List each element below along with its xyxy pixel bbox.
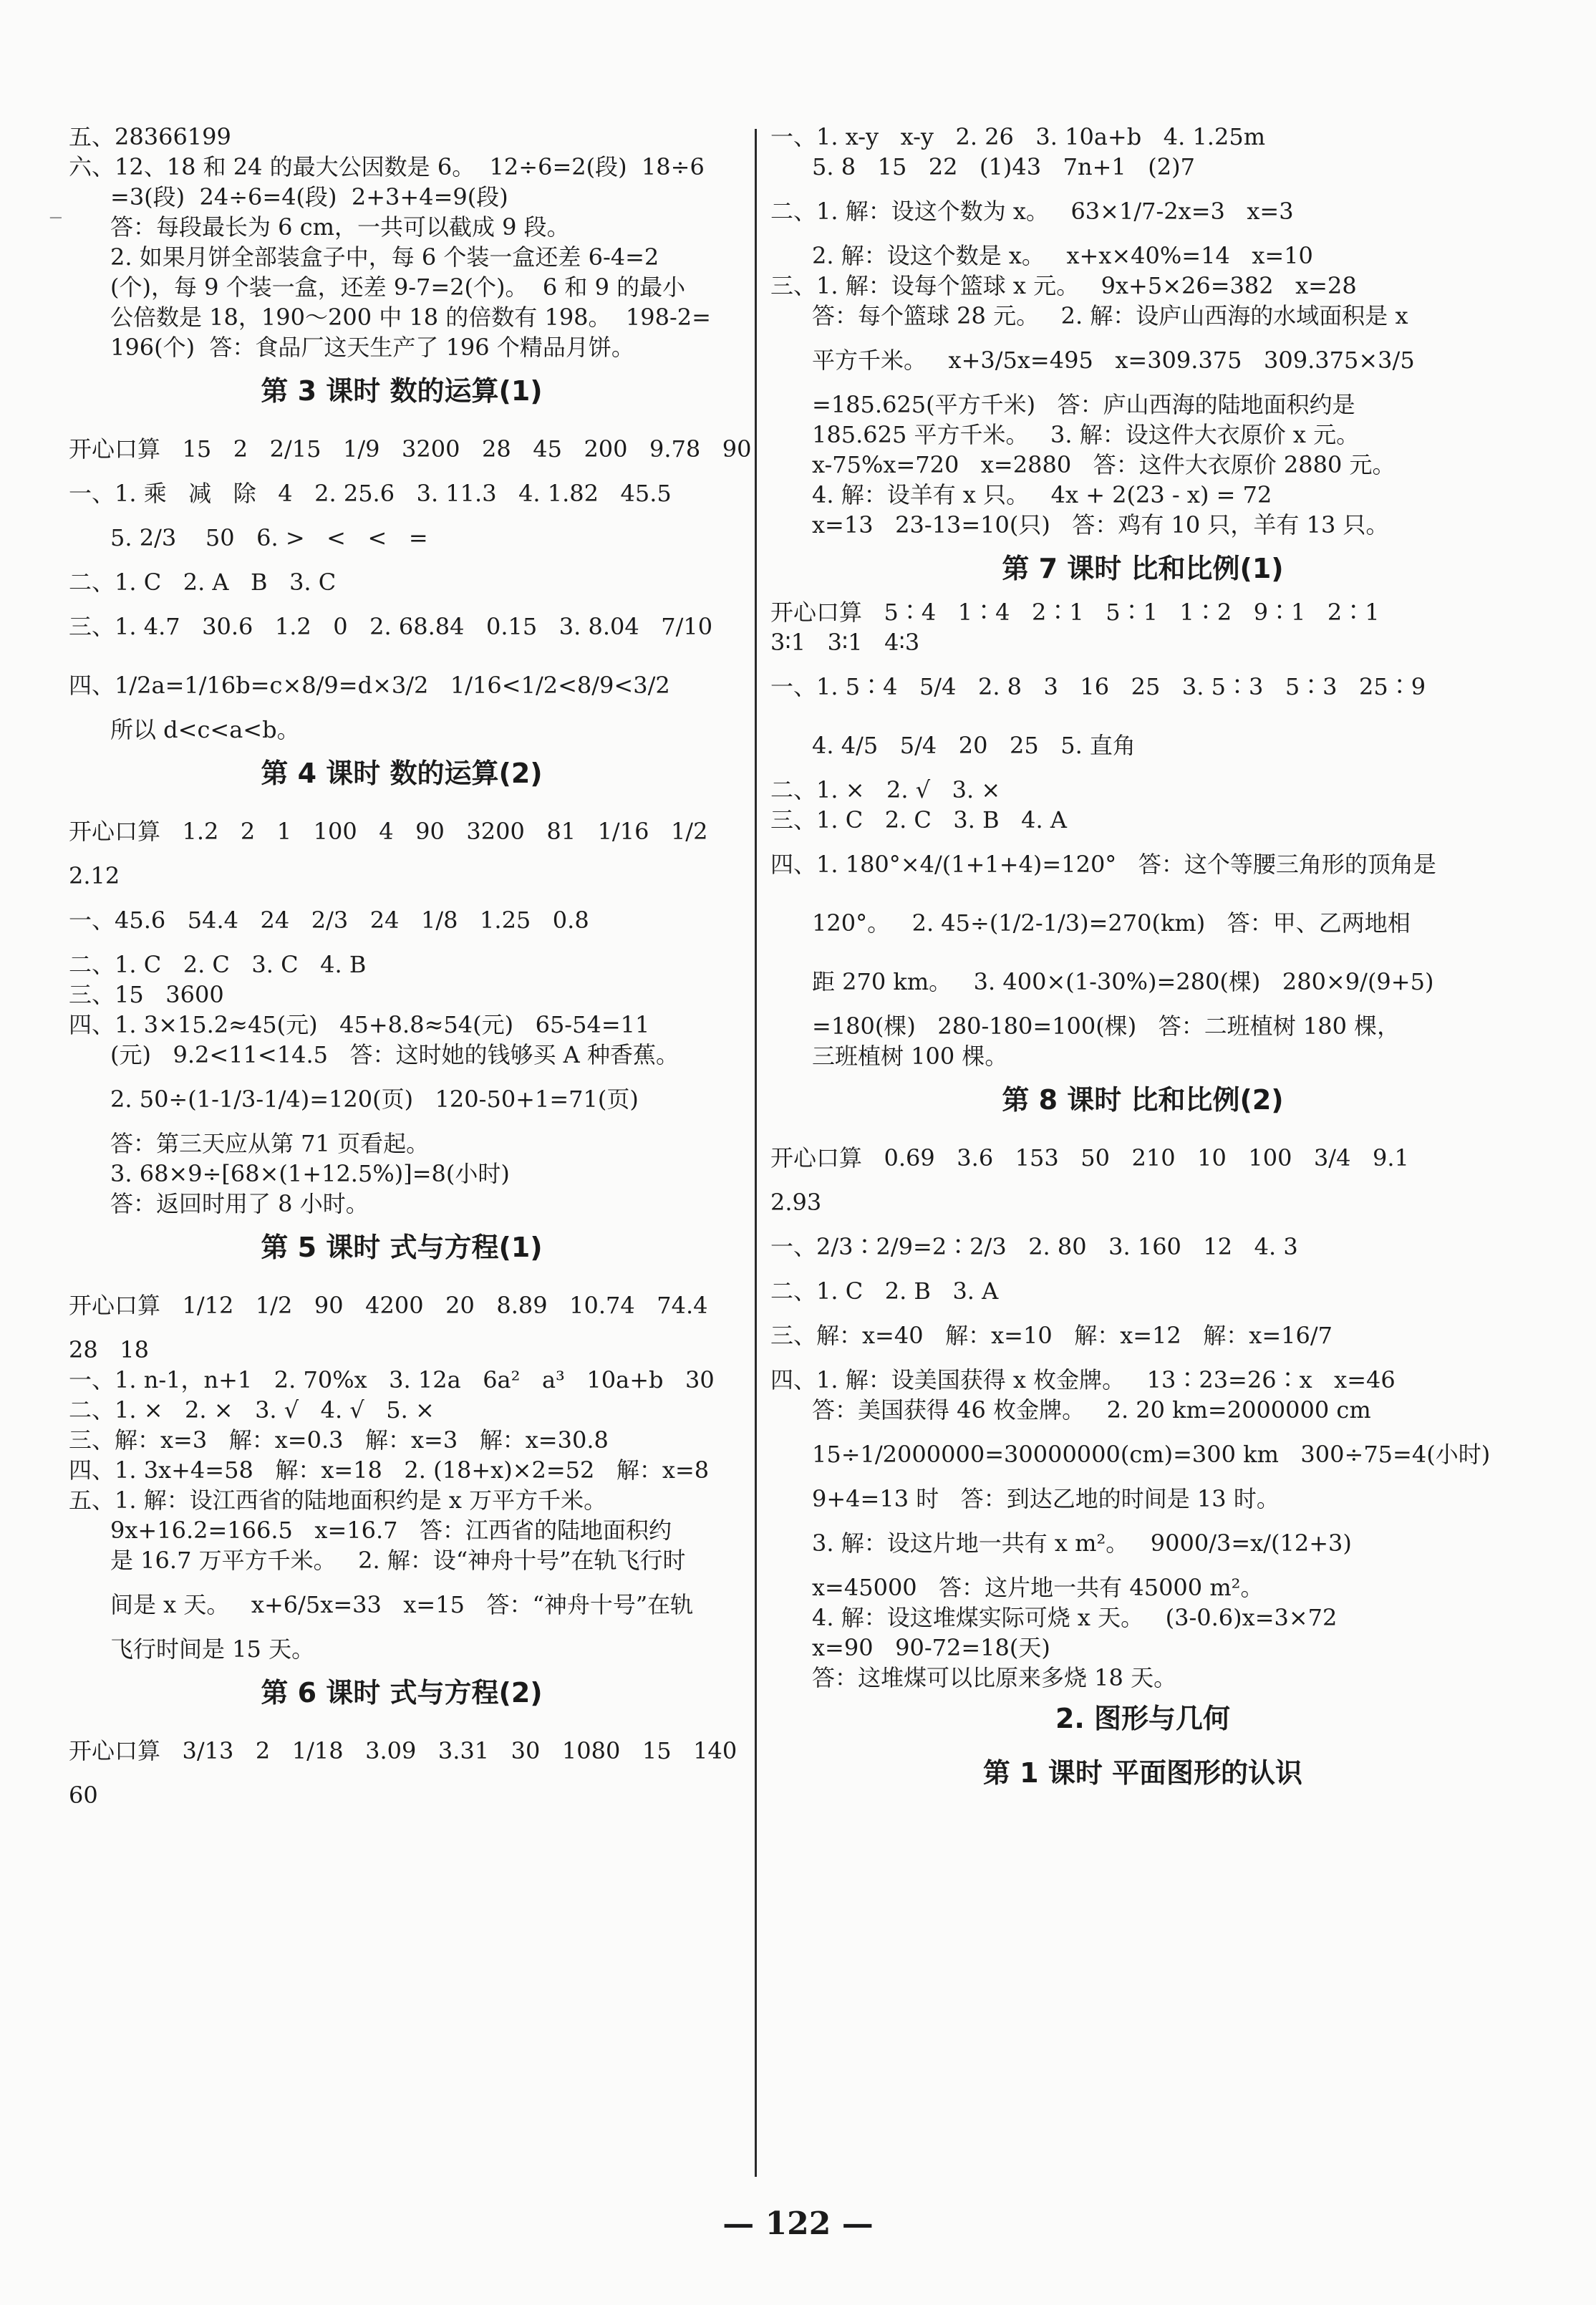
answer-line: (元) 9.2<11<14.5 答：这时她的钱够买 A 种香蕉。: [110, 1041, 679, 1068]
answer-line: 二、1. C 2. B 3. A: [770, 1277, 999, 1305]
answer-line: 二、1. 解：设这个数为 x。 63×1/7-2x=3 x=3: [770, 198, 1294, 225]
answer-line: x-75%x=720 x=2880 答：这件大衣原价 2880 元。: [812, 451, 1396, 478]
answer-line: 三班植树 100 棵。: [812, 1043, 1008, 1070]
answer-line: 3. 68×9÷[68×(1+12.5%)]=8(小时): [110, 1160, 510, 1187]
answer-line: 9x+16.2=166.5 x=16.7 答：江西省的陆地面积约: [110, 1517, 672, 1544]
answer-line: 28 18: [69, 1336, 149, 1363]
answer-line: 4. 4/5 5/4 20 25 5. 直角: [812, 732, 1136, 759]
answer-line: 答：每段最长为 6 cm，一共可以截成 9 段。: [110, 213, 570, 241]
answer-line: =180(棵) 280-180=100(棵) 答：二班植树 180 棵，: [812, 1013, 1401, 1040]
answer-line: 5. 8 15 22 (1)43 7n+1 (2)7: [812, 153, 1195, 180]
answer-line: 5. 2/3 50 6. > < < =: [110, 524, 428, 551]
answer-line: 三、1. 解：设每个篮球 x 元。 9x+5×26=382 x=28: [770, 272, 1357, 299]
answer-line: 196(个) 答：食品厂这天生产了 196 个精品月饼。: [110, 334, 634, 361]
answer-line: 二、1. C 2. C 3. C 4. B: [69, 951, 367, 978]
answer-line: 开心口算 1.2 2 1 100 4 90 3200 81 1/16 1/2: [69, 818, 708, 845]
answer-line: 公倍数是 18，190～200 中 18 的倍数有 198。 198-2=: [110, 304, 711, 331]
answer-line: 三、15 3600: [69, 981, 224, 1008]
answer-line: 答：返回时用了 8 小时。: [110, 1190, 369, 1217]
answer-line: 六、12、18 和 24 的最大公因数是 6。 12÷6=2(段) 18÷6: [69, 153, 705, 180]
answer-line: 答：第三天应从第 71 页看起。: [110, 1130, 430, 1157]
lesson-heading: 第 5 课时 式与方程(1): [261, 1232, 543, 1263]
answer-line: 三、1. C 2. C 3. B 4. A: [770, 806, 1067, 833]
answer-line: 四、1. 解：设美国获得 x 枚金牌。 13∶23=26∶x x=46: [770, 1366, 1396, 1393]
answer-line: 三、1. 4.7 30.6 1.2 0 2. 68.84 0.15 3. 8.04 7/10: [69, 613, 713, 640]
lesson-heading: 第 7 课时 比和比例(1): [1002, 553, 1284, 584]
answer-line: x=90 90-72=18(天): [812, 1634, 1050, 1661]
answer-line: 3. 解：设这片地一共有 x m²。 9000/3=x/(12+3): [812, 1530, 1352, 1557]
answer-line: 一、1. x-y x-y 2. 26 3. 10a+b 4. 1.25m: [770, 123, 1266, 150]
answer-line: =185.625(平方千米) 答：庐山西海的陆地面积约是: [812, 391, 1355, 418]
page-number: — 122 —: [722, 2205, 874, 2242]
answer-line: 四、1. 3×15.2≈45(元) 45+8.8≈54(元) 65-54=11: [69, 1011, 650, 1038]
answer-line: 二、1. × 2. × 3. √ 4. √ 5. ×: [69, 1396, 435, 1424]
answer-line: 2. 如果月饼全部装盒子中，每 6 个装一盒还差 6-4=2: [110, 243, 659, 271]
answer-line: 开心口算 1/12 1/2 90 4200 20 8.89 10.74 74.4: [69, 1292, 708, 1319]
answer-line: 三、解：x=3 解：x=0.3 解：x=3 解：x=30.8: [69, 1426, 609, 1454]
answer-line: 一、2/3∶2/9=2∶2/3 2. 80 3. 160 12 4. 3: [770, 1233, 1298, 1260]
answer-line: 五、1. 解：设江西省的陆地面积约是 x 万平方千米。: [69, 1487, 607, 1514]
answer-line: 一、45.6 54.4 24 2/3 24 1/8 1.25 0.8: [69, 907, 589, 934]
answer-line: 平方千米。 x+3/5x=495 x=309.375 309.375×3/5: [812, 347, 1415, 374]
lesson-heading: 第 6 课时 式与方程(2): [261, 1677, 543, 1709]
answer-line: 2. 解：设这个数是 x。 x+x×40%=14 x=10: [812, 242, 1313, 269]
lesson-heading: 第 4 课时 数的运算(2): [261, 758, 543, 789]
answer-line: 9+4=13 时 答：到达乙地的时间是 13 时。: [812, 1485, 1280, 1512]
answer-line: 答：美国获得 46 枚金牌。 2. 20 km=2000000 cm: [812, 1396, 1371, 1424]
answer-line: 2. 50÷(1-1/3-1/4)=120(页) 120-50+1=71(页): [110, 1086, 639, 1113]
answer-line: 一、1. 5∶4 5/4 2. 8 3 16 25 3. 5∶3 5∶3 25∶9: [770, 673, 1426, 700]
answer-line: 飞行时间是 15 天。: [110, 1635, 315, 1663]
answer-line: 答：这堆煤可以比原来多烧 18 天。: [812, 1664, 1177, 1691]
column-divider: [755, 129, 757, 2177]
answer-line: 二、1. C 2. A B 3. C: [69, 569, 337, 596]
answer-line: (个)，每 9 个装一盒，还差 9-7=2(个)。 6 和 9 的最小: [110, 274, 686, 301]
lesson-heading: 第 3 课时 数的运算(1): [261, 375, 543, 407]
answer-line: 开心口算 5∶4 1∶4 2∶1 5∶1 1∶2 9∶1 2∶1: [770, 599, 1380, 626]
answer-line: 所以 d<c<a<b。: [110, 716, 300, 743]
answer-line: 四、1/2a=1/16b=c×8/9=d×3/2 1/16<1/2<8/9<3/2: [69, 672, 670, 699]
margin-scribble: ─: [50, 208, 62, 229]
answer-line: 120°。 2. 45÷(1/2-1/3)=270(km) 答：甲、乙两地相: [812, 909, 1411, 937]
answer-line: 答：每个篮球 28 元。 2. 解：设庐山西海的水域面积是 x: [812, 302, 1408, 329]
answer-line: 2.93: [770, 1189, 822, 1216]
right-column: [770, 122, 1515, 1802]
answer-line: x=13 23-13=10(只) 答：鸡有 10 只，羊有 13 只。: [812, 511, 1389, 538]
answer-line: 五、28366199: [69, 123, 231, 150]
answer-line: x=45000 答：这片地一共有 45000 m²。: [812, 1574, 1264, 1601]
answer-line: 间是 x 天。 x+6/5x=33 x=15 答：“神舟十号”在轨: [110, 1591, 694, 1618]
lesson-heading: 第 1 课时 平面图形的认识: [982, 1757, 1303, 1789]
answer-line: 三、解：x=40 解：x=10 解：x=12 解：x=16/7: [770, 1322, 1333, 1349]
answer-line: 四、1. 180°×4/(1+1+4)=120° 答：这个等腰三角形的顶角是: [770, 851, 1436, 878]
answer-line: 15÷1/2000000=30000000(cm)=300 km 300÷75=4(小时): [812, 1441, 1491, 1468]
answer-line: 2.12: [69, 862, 120, 889]
answer-line: 距 270 km。 3. 400×(1-30%)=280(棵) 280×9/(9+5): [812, 968, 1434, 995]
answer-line: 185.625 平方千米。 3. 解：设这件大衣原价 x 元。: [812, 421, 1360, 448]
answer-line: 开心口算 15 2 2/15 1/9 3200 28 45 200 9.78 90: [69, 435, 752, 463]
answer-line: 60: [69, 1782, 98, 1809]
answer-line: 4. 解：设这堆煤实际可烧 x 天。 (3-0.6)x=3×72: [812, 1604, 1338, 1631]
answer-line: 一、1. 乘 减 除 4 2. 25.6 3. 11.3 4. 1.82 45.5: [69, 480, 672, 507]
lesson-heading: 2. 图形与几何: [1055, 1703, 1231, 1734]
lesson-heading: 第 8 课时 比和比例(2): [1002, 1084, 1284, 1116]
answer-line: 一、1. n-1，n+1 2. 70%x 3. 12a 6a² a³ 10a+b 30: [69, 1366, 715, 1393]
answer-line: 4. 解：设羊有 x 只。 4x + 2(23 - x) = 72: [812, 481, 1272, 508]
answer-line: 开心口算 3/13 2 1/18 3.09 3.31 30 1080 15 140: [69, 1737, 737, 1764]
answer-line: 3∶1 3∶1 4∶3: [770, 629, 920, 656]
left-column: [69, 122, 752, 1810]
answer-line: =3(段) 24÷6=4(段) 2+3+4=9(段): [110, 183, 508, 211]
answer-line: 开心口算 0.69 3.6 153 50 210 10 100 3/4 9.1: [770, 1144, 1409, 1171]
answer-line: 二、1. × 2. √ 3. ×: [770, 776, 1001, 803]
answer-line: 是 16.7 万平方千米。 2. 解：设“神舟十号”在轨飞行时: [110, 1547, 686, 1574]
answer-line: 四、1. 3x+4=58 解：x=18 2. (18+x)×2=52 解：x=8: [69, 1456, 710, 1484]
